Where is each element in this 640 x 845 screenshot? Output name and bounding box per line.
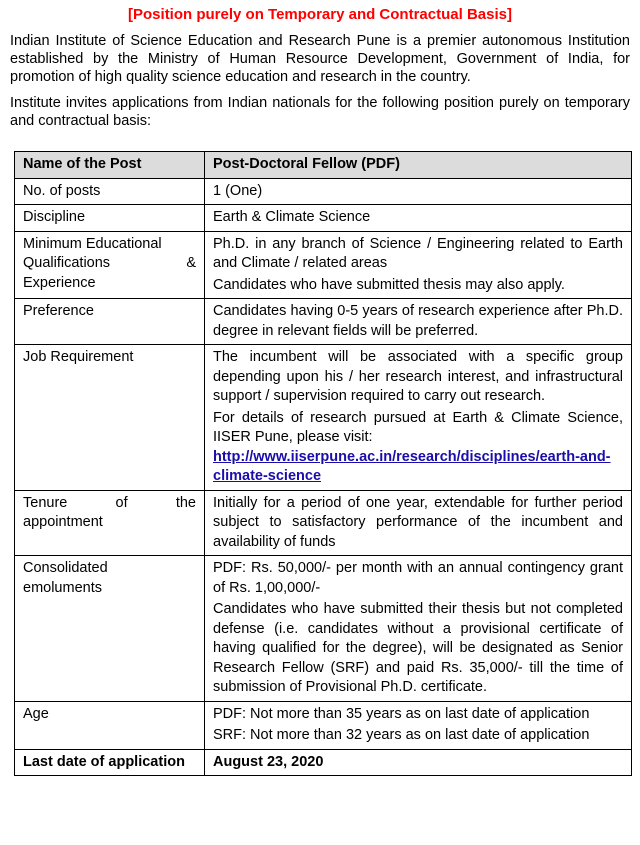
age-text-1: PDF: Not more than 35 years as on last date of application	[213, 705, 590, 722]
qualifications-value	[205, 231, 632, 299]
qualifications-label-line3: Experience	[23, 274, 96, 291]
qualifications-label	[15, 231, 205, 299]
emoluments-text-2: Candidates who have submitted their thesis but not completed defense (i.e. candidates without a provisional certificate of having qualified for the degree), will be designated as Senior Research Fellow (SRF) and paid Rs. 35,000/- till the time of submission of Provisional Ph.D. certificate.	[213, 601, 623, 695]
qualifications-text-1: Ph.D. in any branch of Science / Engineering related to Earth and Climate / related areas	[213, 235, 623, 271]
tenure-label	[15, 490, 205, 556]
emoluments-label-line2: emoluments	[23, 579, 102, 596]
emoluments-text-1: PDF: Rs. 50,000/- per month with an annual contingency grant of Rs. 1,00,000/-	[213, 560, 623, 596]
intro-paragraph: Indian Institute of Science Education and Research Pune is a premier autonomous Institution established by the Ministry of Human Resource Development, Government of India, for promotion of high quality science education and research in the country.	[10, 33, 630, 85]
tenure-label-line1	[23, 494, 196, 514]
job-text-2: For details of research pursued at Earth & Climate Science, IISER Pune, please visit:	[213, 409, 623, 445]
tenure-value: Initially for a period of one year, extendable for further period subject to satisfactory performance of the incumbent and availability of funds	[205, 490, 632, 556]
tenure-label-line2: appointment	[23, 514, 103, 530]
qualifications-word: Qualifications	[23, 255, 111, 271]
ampersand: &	[186, 255, 196, 271]
table-row-qualifications	[15, 231, 632, 299]
table-row-tenure	[15, 490, 632, 556]
table-row-preference	[15, 299, 632, 345]
the-word: the	[175, 494, 196, 511]
discipline-value: Earth & Climate Science	[205, 205, 632, 232]
header-value: Post-Doctoral Fellow (PDF)	[205, 152, 632, 179]
table-row-age	[15, 701, 632, 749]
of-word: of	[115, 494, 128, 511]
position-table	[14, 151, 632, 776]
tenure-word: Tenure	[23, 494, 68, 511]
posts-value: 1 (One)	[205, 178, 632, 205]
table-header-row	[15, 152, 632, 179]
table-row-emoluments	[15, 556, 632, 702]
table-row-job-requirement	[15, 345, 632, 491]
qualifications-label-line1: Minimum Educational	[23, 235, 162, 252]
notice-heading: [Position purely on Temporary and Contractual Basis]	[128, 6, 512, 23]
qualifications-label-line2	[23, 254, 196, 274]
posts-label: No. of posts	[15, 178, 205, 205]
table-row-posts	[15, 178, 632, 205]
header-label: Name of the Post	[15, 152, 205, 179]
emoluments-value	[205, 556, 632, 702]
emoluments-label	[15, 556, 205, 702]
table-row-last-date	[15, 749, 632, 776]
table-row-discipline	[15, 205, 632, 232]
invite-paragraph: Institute invites applications from Indian nationals for the following position purely on temporary and contractual basis:	[10, 95, 630, 129]
preference-value: Candidates having 0-5 years of research experience after Ph.D. degree in relevant fields will be preferred.	[205, 299, 632, 345]
research-link[interactable]: http://www.iiserpune.ac.in/research/disciplines/earth-and-climate-science	[213, 448, 611, 484]
age-text-2: SRF: Not more than 32 years as on last date of application	[213, 727, 590, 743]
last-date-value: August 23, 2020	[205, 749, 632, 776]
qualifications-text-2: Candidates who have submitted thesis may also apply.	[213, 276, 565, 293]
job-value	[205, 345, 632, 491]
discipline-label: Discipline	[15, 205, 205, 232]
job-text-1: The incumbent will be associated with a specific group depending upon his / her research interest, and infrastructural support / supervision required to carry out research.	[213, 349, 623, 404]
age-value	[205, 701, 632, 749]
emoluments-label-line1: Consolidated	[23, 560, 108, 576]
age-label: Age	[15, 701, 205, 749]
last-date-label: Last date of application	[15, 749, 205, 776]
preference-label: Preference	[15, 299, 205, 345]
job-label: Job Requirement	[15, 345, 205, 491]
